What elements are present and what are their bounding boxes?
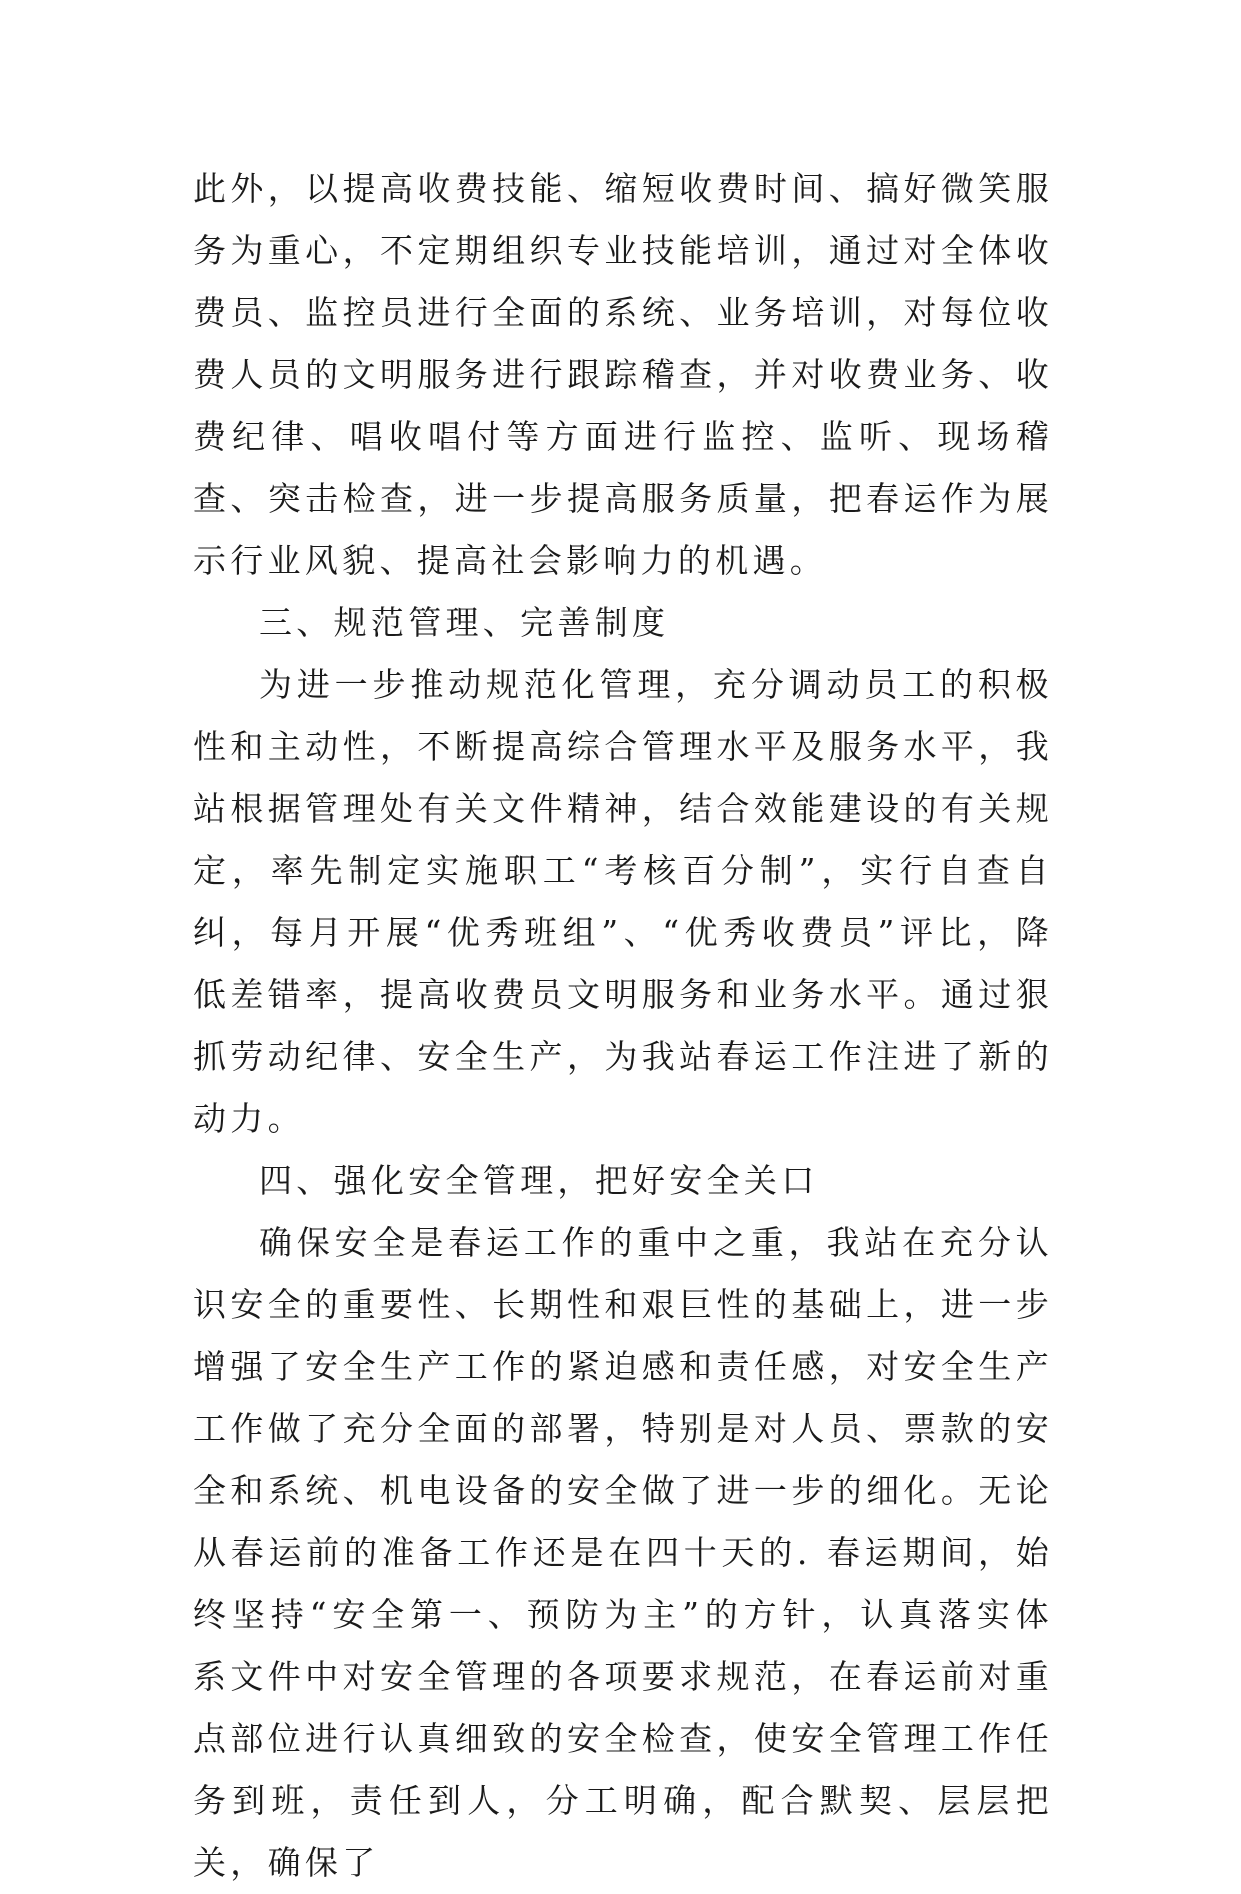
paragraph-safety-management: 确保安全是春运工作的重中之重，我站在充分认识安全的重要性、长期性和艰巨性的基础上，进一步增强了安全生产工作的紧迫感和责任感，对安全生产工作做了充分全面的部署，特别是对人员、票款的安全和系统、机电设备的安全做了进一步的细化。无论从春运前的准备工作还是在四十天的. 春运期间，始终坚持“安全第一、预防为主”的方针，认真落实体系文件中对安全管理的各项要求规范，在春运前对重点部位进行认真细致的安全检查，使安全管理工作任务到班，责任到人，分工明确，配合默契、层层把关，确保了 — [193, 1223, 1053, 1882]
section-heading-4: 四、强化安全管理，把好安全关口 — [259, 1161, 819, 1200]
paragraph-service-training: 此外，以提高收费技能、缩短收费时间、搞好微笑服务为重心，不定期组织专业技能培训，通过对全体收费员、监控员进行全面的系统、业务培训，对每位收费人员的文明服务进行跟踪稽查，并对收费业务、收费纪律、唱收唱付等方面进行监控、监听、现场稽查、突击检查，进一步提高服务质量，把春运作为展示行业风貌、提高社会影响力的机遇。 — [193, 169, 1053, 580]
section-heading-3: 三、规范管理、完善制度 — [259, 603, 670, 642]
document-page — [193, 158, 1053, 1894]
paragraph-management-standards: 为进一步推动规范化管理，充分调动员工的积极性和主动性，不断提高综合管理水平及服务水平，我站根据管理处有关文件精神，结合效能建设的有关规定，率先制定实施职工“考核百分制”，实行自查自纠，每月开展“优秀班组”、“优秀收费员”评比，降低差错率，提高收费员文明服务和业务水平。通过狠抓劳动纪律、安全生产，为我站春运工作注进了新的动力。 — [193, 665, 1053, 1138]
